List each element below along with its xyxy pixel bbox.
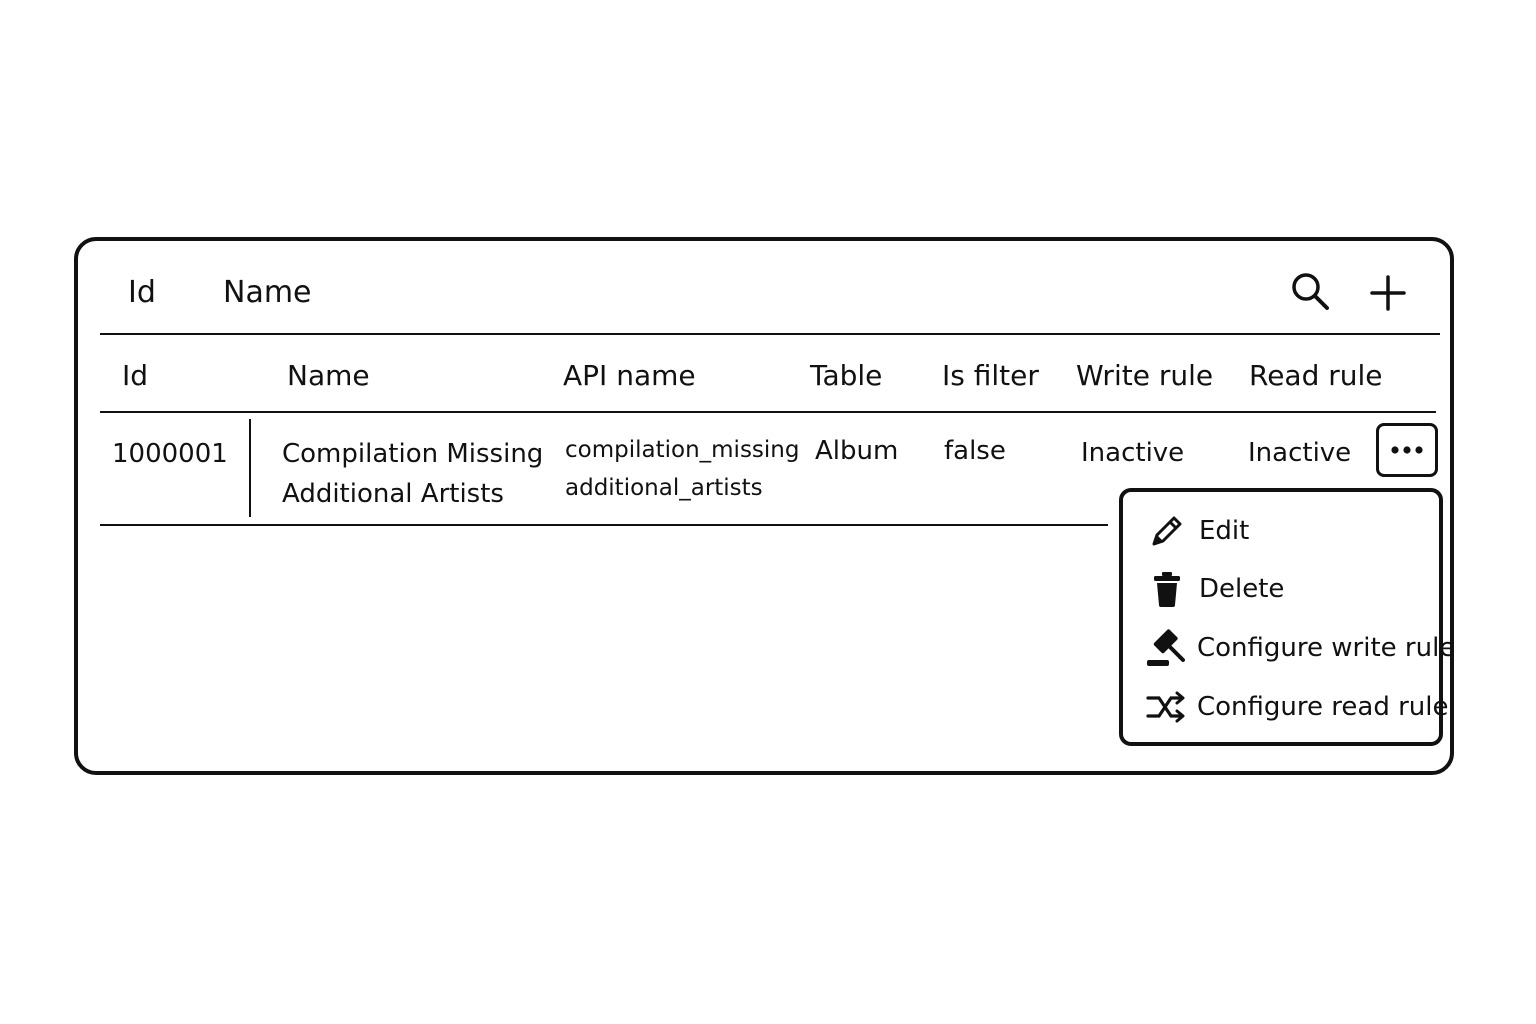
cell-read-rule: Inactive [1248, 438, 1352, 468]
cell-name-line2: Additional Artists [282, 479, 504, 509]
cell-api-name-line1: compilation_missing [565, 437, 800, 463]
row-actions-menu [1119, 488, 1456, 746]
cell-name [282, 434, 543, 514]
trash-icon [1145, 567, 1189, 611]
column-header-id[interactable]: Id [122, 359, 149, 392]
cell-is-filter: false [944, 436, 1006, 466]
menu-item-label: Configure read rule [1197, 692, 1449, 722]
column-header-read-rule[interactable]: Read rule [1249, 359, 1383, 392]
menu-item-configure-read-rule[interactable] [1145, 682, 1449, 732]
pencil-icon [1145, 509, 1189, 553]
toolbar-id-label: Id [128, 275, 156, 310]
menu-item-label: Edit [1199, 516, 1250, 546]
more-horizontal-icon [1389, 444, 1425, 456]
row-divider [100, 524, 1108, 526]
cell-table: Album [815, 436, 899, 466]
menu-item-configure-write-rule[interactable] [1145, 623, 1456, 673]
menu-item-delete[interactable] [1145, 564, 1435, 614]
menu-item-label: Delete [1199, 574, 1285, 604]
row-actions-button[interactable] [1376, 423, 1438, 477]
column-resize-handle[interactable] [249, 419, 251, 517]
column-header-api-name[interactable]: API name [563, 359, 696, 392]
search-button[interactable] [1286, 267, 1334, 315]
gavel-icon [1145, 626, 1187, 670]
shuffle-icon [1145, 685, 1187, 729]
column-header-name[interactable]: Name [287, 359, 370, 392]
cell-write-rule: Inactive [1081, 438, 1185, 468]
menu-item-edit[interactable] [1145, 506, 1435, 556]
add-button[interactable] [1364, 269, 1412, 317]
search-icon [1289, 270, 1331, 312]
plus-icon [1368, 273, 1408, 313]
menu-item-label: Configure write rule [1197, 633, 1456, 663]
cell-name-line1: Compilation Missing [282, 439, 544, 469]
column-header-write-rule[interactable]: Write rule [1076, 359, 1214, 392]
cell-api-name-line2: additional_artists [565, 475, 763, 501]
header-divider [100, 411, 1436, 413]
column-header-table[interactable]: Table [810, 359, 883, 392]
cell-api-name [565, 431, 799, 507]
toolbar-divider [100, 333, 1440, 335]
column-header-is-filter[interactable]: Is filter [942, 359, 1039, 392]
toolbar-name-label: Name [223, 275, 312, 310]
cell-id: 1000001 [112, 439, 228, 469]
fields-panel [74, 237, 1454, 775]
